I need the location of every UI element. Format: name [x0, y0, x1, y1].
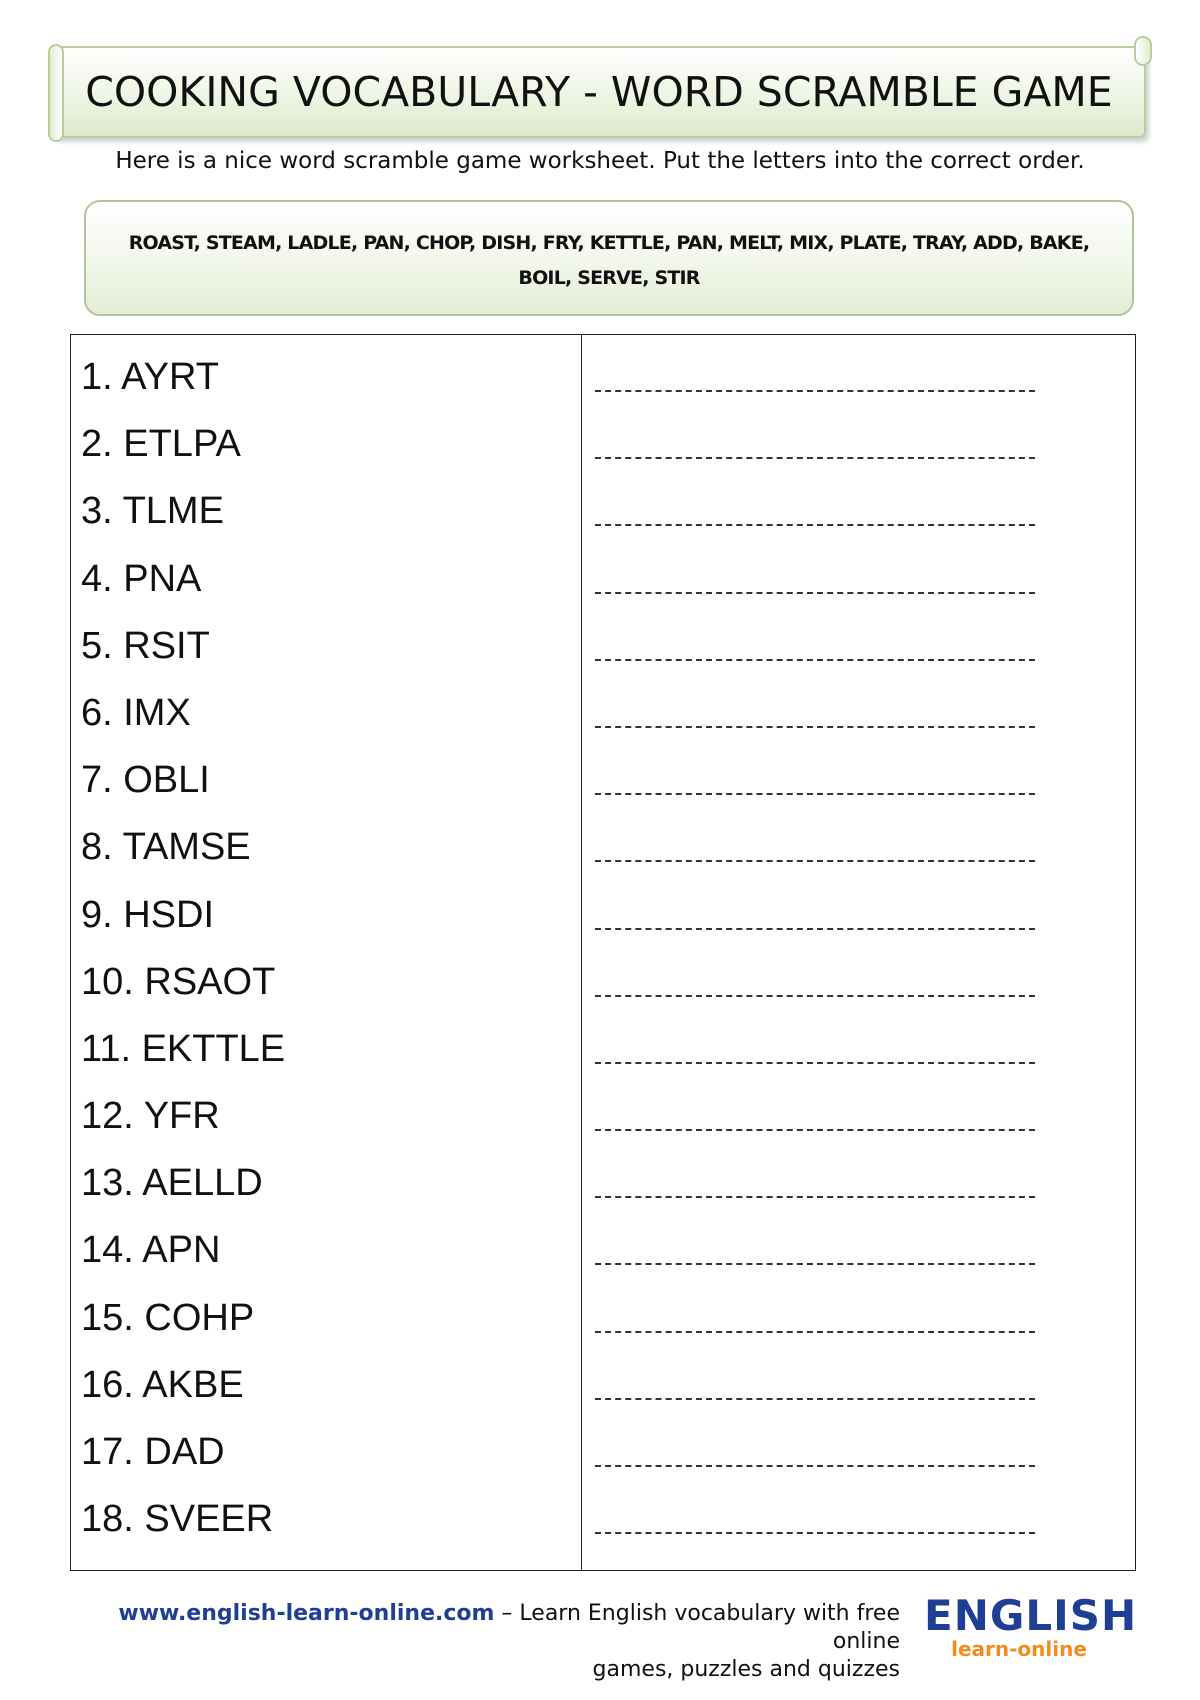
answer-blank[interactable] — [595, 793, 1035, 795]
scramble-row — [71, 1362, 1135, 1429]
answer-blank[interactable] — [595, 457, 1035, 459]
scrambled-word: 7. OBLI — [81, 759, 210, 802]
answer-blank[interactable] — [595, 390, 1035, 392]
scramble-row — [71, 354, 1135, 421]
scramble-row — [71, 824, 1135, 891]
footer-url-link[interactable]: www.english-learn-online.com — [118, 1601, 495, 1626]
scrambled-word: 6. IMX — [81, 691, 191, 734]
scrambled-word: 12. YFR — [81, 1095, 220, 1138]
scrambled-word: 5. RSIT — [81, 624, 210, 667]
scramble-row — [71, 1160, 1135, 1227]
scrambled-word: 17. DAD — [81, 1431, 225, 1473]
answer-blank[interactable] — [595, 1129, 1035, 1131]
scramble-row — [71, 488, 1135, 555]
scrambled-word: 15. COHP — [81, 1296, 255, 1339]
instructions-text: Here is a nice word scramble game worksheet. Put the letters into the correct order. — [115, 148, 1085, 174]
scramble-row — [71, 757, 1135, 824]
scramble-row — [71, 1496, 1135, 1563]
answer-blank[interactable] — [595, 928, 1035, 930]
answer-blank[interactable] — [595, 592, 1035, 594]
word-bank-list: ROAST, STEAM, LADLE, PAN, CHOP, DISH, FRY, KETTLE, PAN, MELT, MIX, PLATE, TRAY, ADD, BAKE, BOIL, SERVE, STIR — [128, 232, 1090, 289]
answer-blank[interactable] — [595, 524, 1035, 526]
scramble-row — [71, 1093, 1135, 1160]
answer-blank[interactable] — [595, 1331, 1035, 1333]
answer-blank[interactable] — [595, 1532, 1035, 1534]
scramble-row — [71, 623, 1135, 690]
scramble-row — [71, 690, 1135, 757]
scramble-row — [71, 556, 1135, 623]
scramble-rows — [71, 354, 1135, 1563]
logo-wordmark: ENGLISH — [924, 1591, 1138, 1640]
answer-blank[interactable] — [595, 659, 1035, 661]
word-bank-box — [84, 200, 1134, 316]
scrambled-word: 10. RSAOT — [81, 960, 276, 1003]
footer-tagline: – Learn English vocabulary with free online — [494, 1601, 900, 1654]
logo-subtitle: learn-online — [951, 1637, 1087, 1661]
answer-blank[interactable] — [595, 995, 1035, 997]
footer-line-2: games, puzzles and quizzes — [592, 1657, 900, 1682]
answer-blank[interactable] — [595, 1062, 1035, 1064]
scrambled-word: 8. TAMSE — [81, 826, 251, 869]
scrambled-word: 14. APN — [81, 1229, 221, 1272]
answer-blank[interactable] — [595, 1465, 1035, 1467]
scrambled-word: 11. EKTTLE — [81, 1027, 286, 1070]
answer-blank[interactable] — [595, 860, 1035, 862]
english-learn-online-logo — [924, 1591, 1138, 1661]
answer-blank[interactable] — [595, 726, 1035, 728]
scramble-row — [71, 1227, 1135, 1294]
scrambled-word: 3. TLME — [81, 490, 224, 533]
footer-text — [50, 1600, 900, 1684]
scramble-row — [71, 892, 1135, 959]
answer-blank[interactable] — [595, 1196, 1035, 1198]
answer-blank[interactable] — [595, 1263, 1035, 1265]
scrambled-word: 13. AELLD — [81, 1162, 263, 1205]
title-banner — [52, 46, 1146, 138]
scramble-row — [71, 421, 1135, 488]
scrambled-word: 4. PNA — [81, 557, 202, 600]
scramble-row — [71, 959, 1135, 1026]
page-title: COOKING VOCABULARY - WORD SCRAMBLE GAME — [85, 68, 1113, 116]
scramble-row — [71, 1026, 1135, 1093]
scramble-table — [70, 334, 1136, 1571]
scrambled-word: 9. HSDI — [81, 893, 215, 936]
scramble-row — [71, 1295, 1135, 1362]
scroll-curl-right — [1134, 36, 1152, 66]
footer-line-1 — [50, 1600, 900, 1656]
scrambled-word: 1. AYRT — [81, 356, 219, 398]
scrambled-word: 2. ETLPA — [81, 423, 241, 466]
answer-blank[interactable] — [595, 1398, 1035, 1400]
scrambled-word: 18. SVEER — [81, 1498, 274, 1541]
scramble-row — [71, 1429, 1135, 1496]
scrambled-word: 16. AKBE — [81, 1363, 244, 1406]
